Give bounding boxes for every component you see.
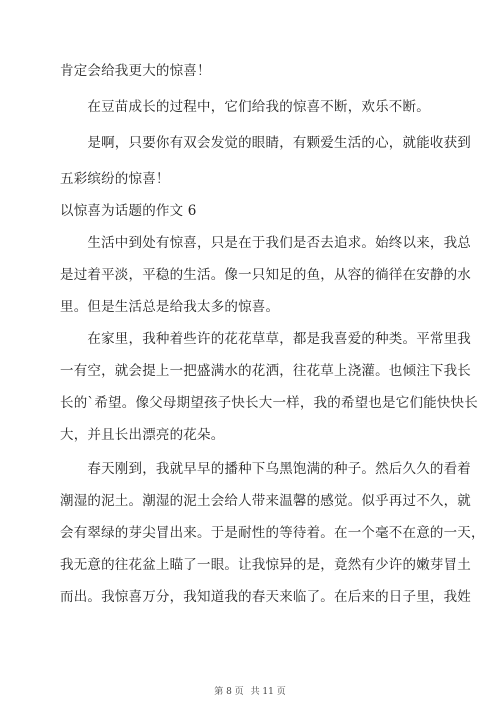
- text-line: 大，并且长出漂亮的花朵。: [60, 427, 225, 443]
- text-line: 里。但是生活总是给我太多的惊喜。: [60, 299, 280, 315]
- text-line: 会有翠绿的芽尖冒出来。于是耐性的等待着。在一个毫不在意的一天，: [60, 525, 485, 541]
- text-line: 生活中到处有惊喜，只是在于我们是否去追求。始终以来，我总: [60, 235, 471, 251]
- text-line: 而出。我惊喜万分，我知道我的春天来临了。在后来的日子里，我姓: [60, 589, 471, 605]
- text-line: 春天刚到，我就早早的播种下乌黑饱满的种子。然后久久的看着: [60, 461, 471, 477]
- text-line: 潮湿的泥土。潮湿的泥土会给人带来温馨的感觉。似乎再过不久，就: [60, 493, 471, 509]
- text-line: 在豆苗成长的过程中，它们给我的惊喜不断，欢乐不断。: [60, 99, 430, 115]
- text-line: 肯定会给我更大的惊喜！: [60, 63, 211, 79]
- section-heading: 以惊喜为话题的作文 6: [60, 203, 197, 219]
- text-line: 是过着平淡，平稳的生活。像一只知足的鱼，从容的徜徉在安静的水: [60, 267, 471, 283]
- page-footer: [0, 684, 500, 697]
- text-line: 五彩缤纷的惊喜！: [60, 171, 170, 187]
- text-line: 是啊，只要你有双会发觉的眼睛，有颗爱生活的心，就能收获到: [60, 135, 471, 151]
- text-line: 在家里，我种着些许的花花草草，都是我喜爱的种类。平常里我: [60, 331, 471, 347]
- text-line: 一有空，就会提上一把盛满水的花洒，往花草上浇灌。也倾注下我长: [60, 363, 471, 379]
- page-number: 第 8 页: [214, 687, 244, 697]
- page-total: 共 11 页: [250, 687, 286, 697]
- text-line: 我无意的往花盆上瞄了一眼。让我惊异的是，竟然有少许的嫩芽冒土: [60, 557, 471, 573]
- text-line: 长的`希望。像父母期望孩子快长大一样，我的希望也是它们能快快长: [60, 395, 478, 411]
